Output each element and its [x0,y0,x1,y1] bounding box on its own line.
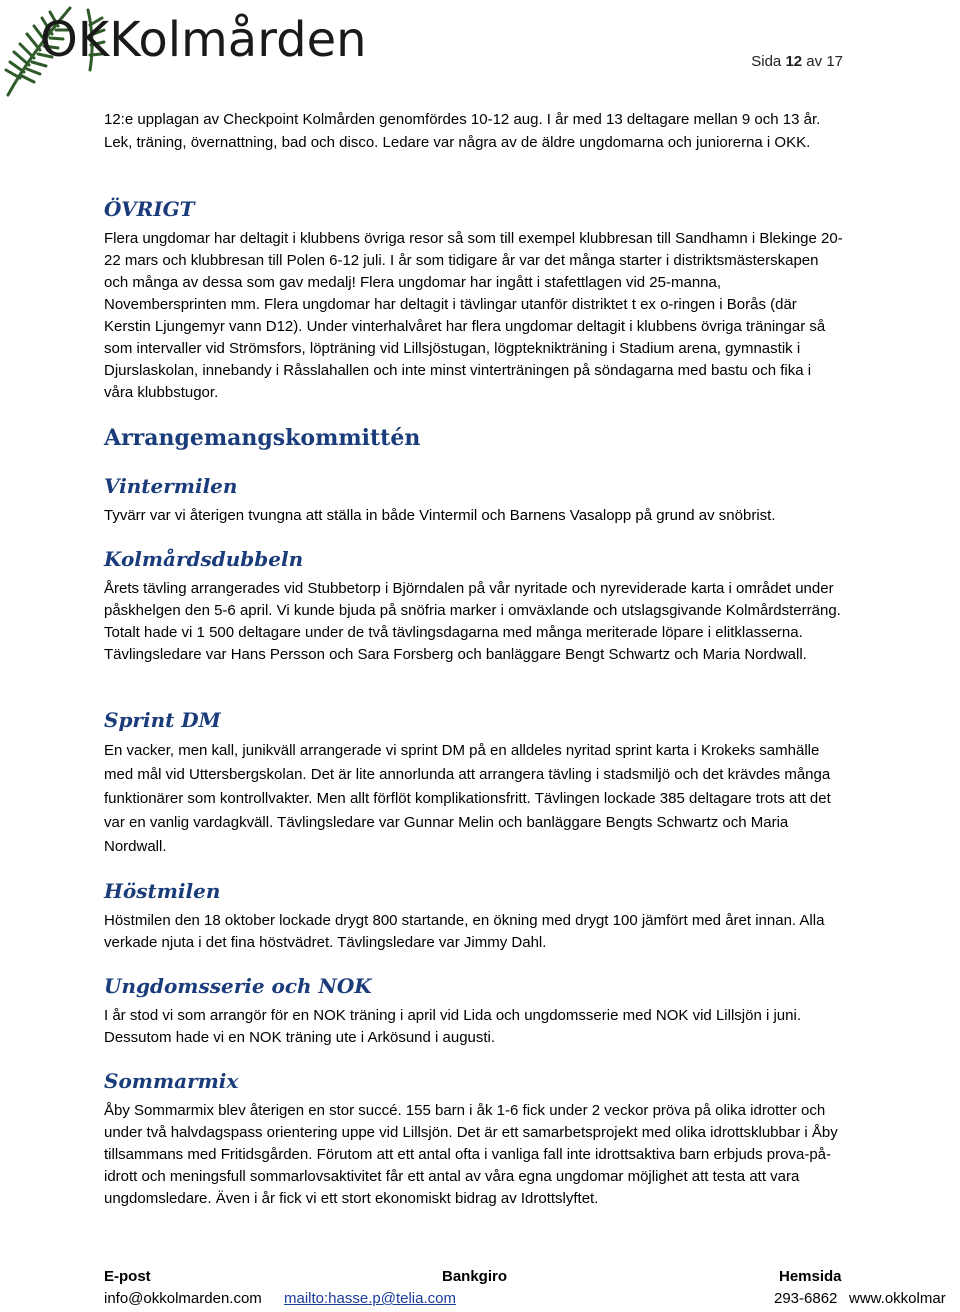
section-kolmardsdubbeln [104,545,844,666]
section-hostmilen [104,877,844,954]
section-title-ovrigt: ÖVRIGT [104,197,195,221]
section-paragraph: Höstmilen den 18 oktober lockade drygt 800 startande, en ökning med drygt 100 jämfört med året innan. Alla verkade njuta i det fina höstvädret. Tävlingsledare var Jimmy Dahl. [104,912,825,951]
section-paragraph: Åby Sommarmix blev återigen en stor succé. 155 barn i åk 1-6 fick under 2 veckor pröva på olika idrotter och under två halvdagspass orientering uppe vid Lillsjön. Det är ett samarbetsprojekt med olika idrottsklubbar i Åby tillsammans med Fritidsgården. Förutom att ett antal ofta i vanliga fall inte idrottsaktiva barn erbjuds prova-på- idrott och meningsfull sommarlovsaktivitet får ett antal av våra egna ungdomar möjlighet att testa att vara ungdomsledare. Även i år fick vi ett stort ekonomiskt bidrag av Idrottslyftet. [104,1102,838,1207]
page-footer [104,1268,960,1312]
footer-bankgiro-label: Bankgiro [442,1268,508,1285]
footer-bankgiro-value: 293-6862 [774,1290,838,1307]
ovrigt-paragraph: Flera ungdomar har deltagit i klubbens övriga resor så som till exempel klubbresan till Sandhamn i Blekinge 20-22 mars och klubbresan till Polen 6-12 juli. I år som tidigare år var det många starter i distriktsmästerskapen och många av dessa som gav medalj! Flera ungdomar har ingått i stafettlagen vid 25-manna, Novembersprinten mm. Flera ungdomar har deltagit i tävlingar utanför distriktet t ex o-ringen i Borås (där Kerstin Ljungemyr vann D12). Under vinterhalvåret har flera ungdomar deltagit i klubbens övriga träningar så som intervaller vid Strömsfors, löpträning vid Lillsjöstugan, lögpteknikträning i Stadium arena, gymnastik i Djurslaskolan, innebandy i Råsslahallen och inte minst vinterträningen på söndagarna med bastu och fika i våra klubbstugor. [104,230,843,401]
club-logo [0,0,367,100]
logo-text: OKKolmården [40,12,367,68]
section-title: Sommarmix [104,1069,239,1093]
page-total: 17 [826,53,843,70]
footer-website-value: www.okkolmar [849,1290,946,1307]
page-label: Sida [751,53,782,70]
footer-labels [104,1268,960,1290]
page-current: 12 [785,53,803,70]
footer-email-link[interactable]: mailto:hasse.p@telia.com [284,1290,456,1307]
footer-values [104,1290,960,1312]
section-vintermilen [104,472,844,527]
section-ungdomsserie [104,972,844,1049]
arrangemang-heading-block [104,423,844,453]
page-number [751,53,843,70]
footer-email-value: info@okkolmarden.com [104,1290,262,1307]
section-title: Ungdomsserie och NOK [104,974,372,998]
section-sprint-dm [104,706,844,859]
section-title: Kolmårdsdubbeln [104,547,304,571]
section-sommarmix [104,1067,844,1210]
section-title: Höstmilen [104,879,221,903]
intro-paragraph: 12:e upplagan av Checkpoint Kolmården genomfördes 10-12 aug. I år med 13 deltagare mellan 9 och 13 år. Lek, träning, övernattning, bad och disco. Ledare var några av de äldre ungdomarna och juniorerna i OKK. [104,111,821,151]
section-paragraph: Tyvärr var vi återigen tvungna att ställa in både Vintermil och Barnens Vasalopp på grund av snöbrist. [104,507,776,524]
intro-block [104,108,844,154]
footer-website-label: Hemsida [779,1268,842,1285]
section-title: Sprint DM [104,708,221,732]
section-paragraph: Årets tävling arrangerades vid Stubbetorp i Björndalen på vår nyritade och nyreviderade karta i området under påskhelgen den 5-6 april. Vi kunde bjuda på snöfria marker i omväxlande och utslagsgivande Kolmårdsterräng. Totalt hade vi 1 500 deltagare under de två tävlingsdagarna med många meriterade löpare i elitklasserna. Tävlingsledare var Hans Persson och Sara Forsberg och banläggare Bengt Schwartz och Maria Nordwall. [104,580,841,663]
footer-email-label: E-post [104,1268,151,1285]
section-title: Vintermilen [104,474,238,498]
arrangemang-title: Arrangemangskommittén [104,425,421,451]
page-sep: av [806,53,823,70]
section-paragraph: En vacker, men kall, junikväll arrangerade vi sprint DM på en alldeles nyritad sprint karta i Krokeks samhälle med mål vid Uttersbergskolan. Det är lite annorlunda att arrangera tävling i stadsmiljö och det krävdes många funktionärer som kontrollvakter. Men allt förflöt komplikationsfritt. Tävlingen lockade 385 deltagare trots att det var en vanlig vardagkväll. Tävlingsledare var Gunnar Melin och banläggare Bengts Schwartz och Maria Nordwall. [104,742,831,855]
section-paragraph: I år stod vi som arrangör för en NOK träning i april vid Lida och ungdomsserie med NOK vid Lillsjön i juni. Dessutom hade vi en NOK träning ute i Arkösund i augusti. [104,1007,801,1046]
ovrigt-section [104,195,844,404]
